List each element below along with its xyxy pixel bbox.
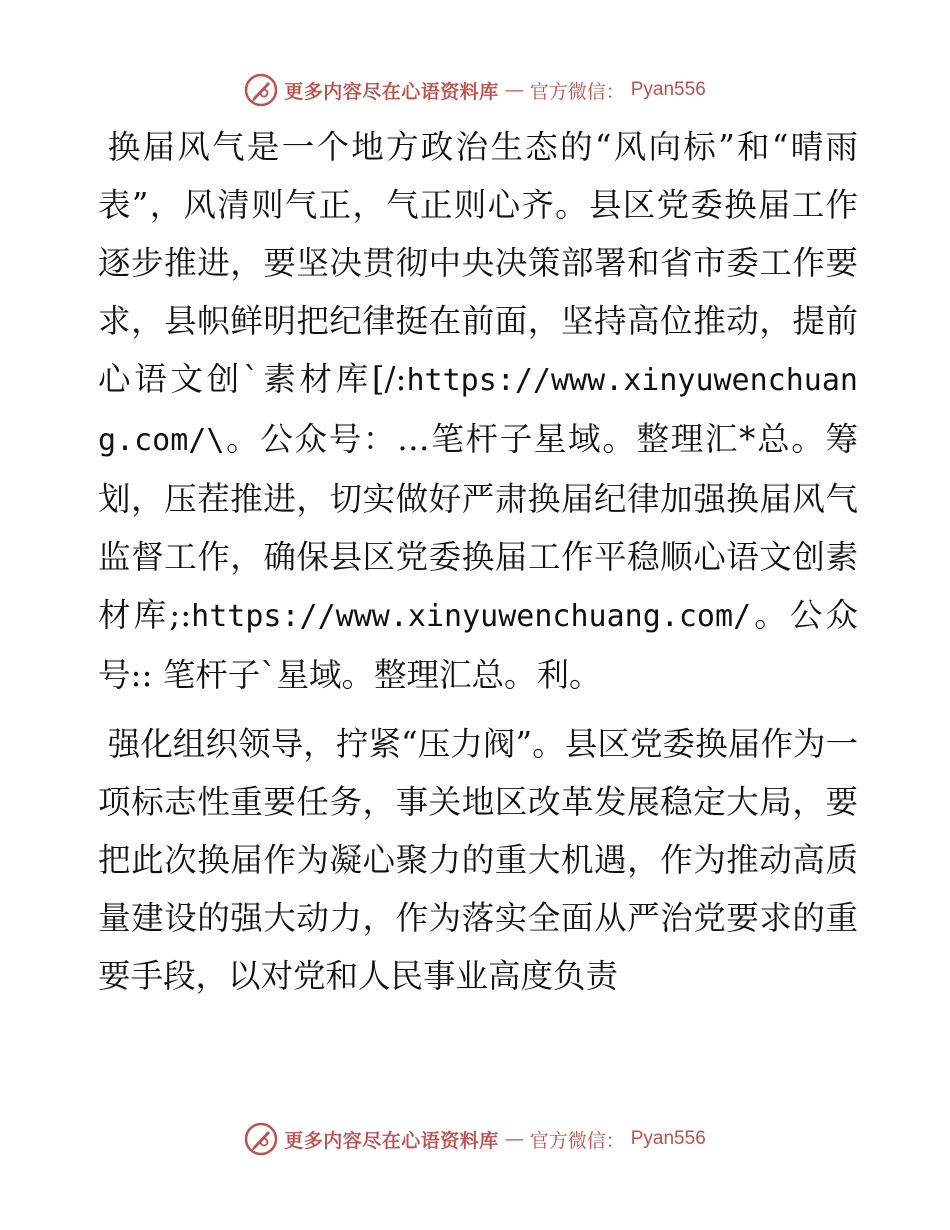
paragraph-1-text-1: 换届风气是一个地方政治生态的“风向标”和“晴雨表”，风清则气正，气正则心齐。县区党委换届工作逐步推进，要坚决贯彻中央决策部署和省市委工作要求，县帜鲜明把纪律挺在前面，坚持高位推动，提前心语文创`素材库[/: — [98, 128, 858, 398]
footer-brand-text: 更多内容尽在心语资料库 — [284, 1129, 499, 1152]
paragraph-1 — [98, 118, 858, 704]
footer-wechat-id: Pyan556 — [630, 1128, 706, 1149]
paragraph-1-url-1: https://www.xinyuwenchuang.com/\ — [98, 363, 858, 458]
paragraph-1-text-2: 。公众号：…笔杆子星域。整理汇*总。筹划，压茬推进，切实做好严肃换届纪律加强换届风气监督工作，确保县区党委换届工作平稳顺心语文创素材库;: — [98, 420, 858, 634]
banner-wechat-id: Pyan556 — [630, 79, 706, 100]
header-banner — [0, 70, 950, 110]
quill-pen-logo-icon — [244, 1122, 278, 1156]
document-body — [98, 118, 858, 1005]
quill-pen-logo-icon — [244, 73, 278, 107]
banner-brand-text: 更多内容尽在心语资料库 — [284, 80, 499, 103]
paragraph-1-text-3: 。公众号:: 笔杆子`星域。整理汇总。利。 — [98, 596, 858, 694]
paragraph-2 — [98, 715, 858, 1005]
paragraph-2-text-1: 强化组织领导，拧紧“压力阀”。县区党委换届作为一项标志性重要任务，事关地区改革发展稳定大局，要把此次换届作为凝心聚力的重大机遇，作为推动高质量建设的强大动力，作为落实全面从严治党要求的重要手段，以对党和人民事业高度负责 — [98, 725, 858, 995]
footer-dash: — — [504, 1128, 524, 1150]
footer-banner — [0, 1119, 950, 1159]
footer-official-label: 官方微信： — [529, 1129, 625, 1152]
banner-dash: — — [504, 79, 524, 101]
paragraph-1-url-2: https://www.xinyuwenchuang.com/ — [191, 599, 752, 634]
banner-official-label: 官方微信： — [529, 80, 625, 103]
